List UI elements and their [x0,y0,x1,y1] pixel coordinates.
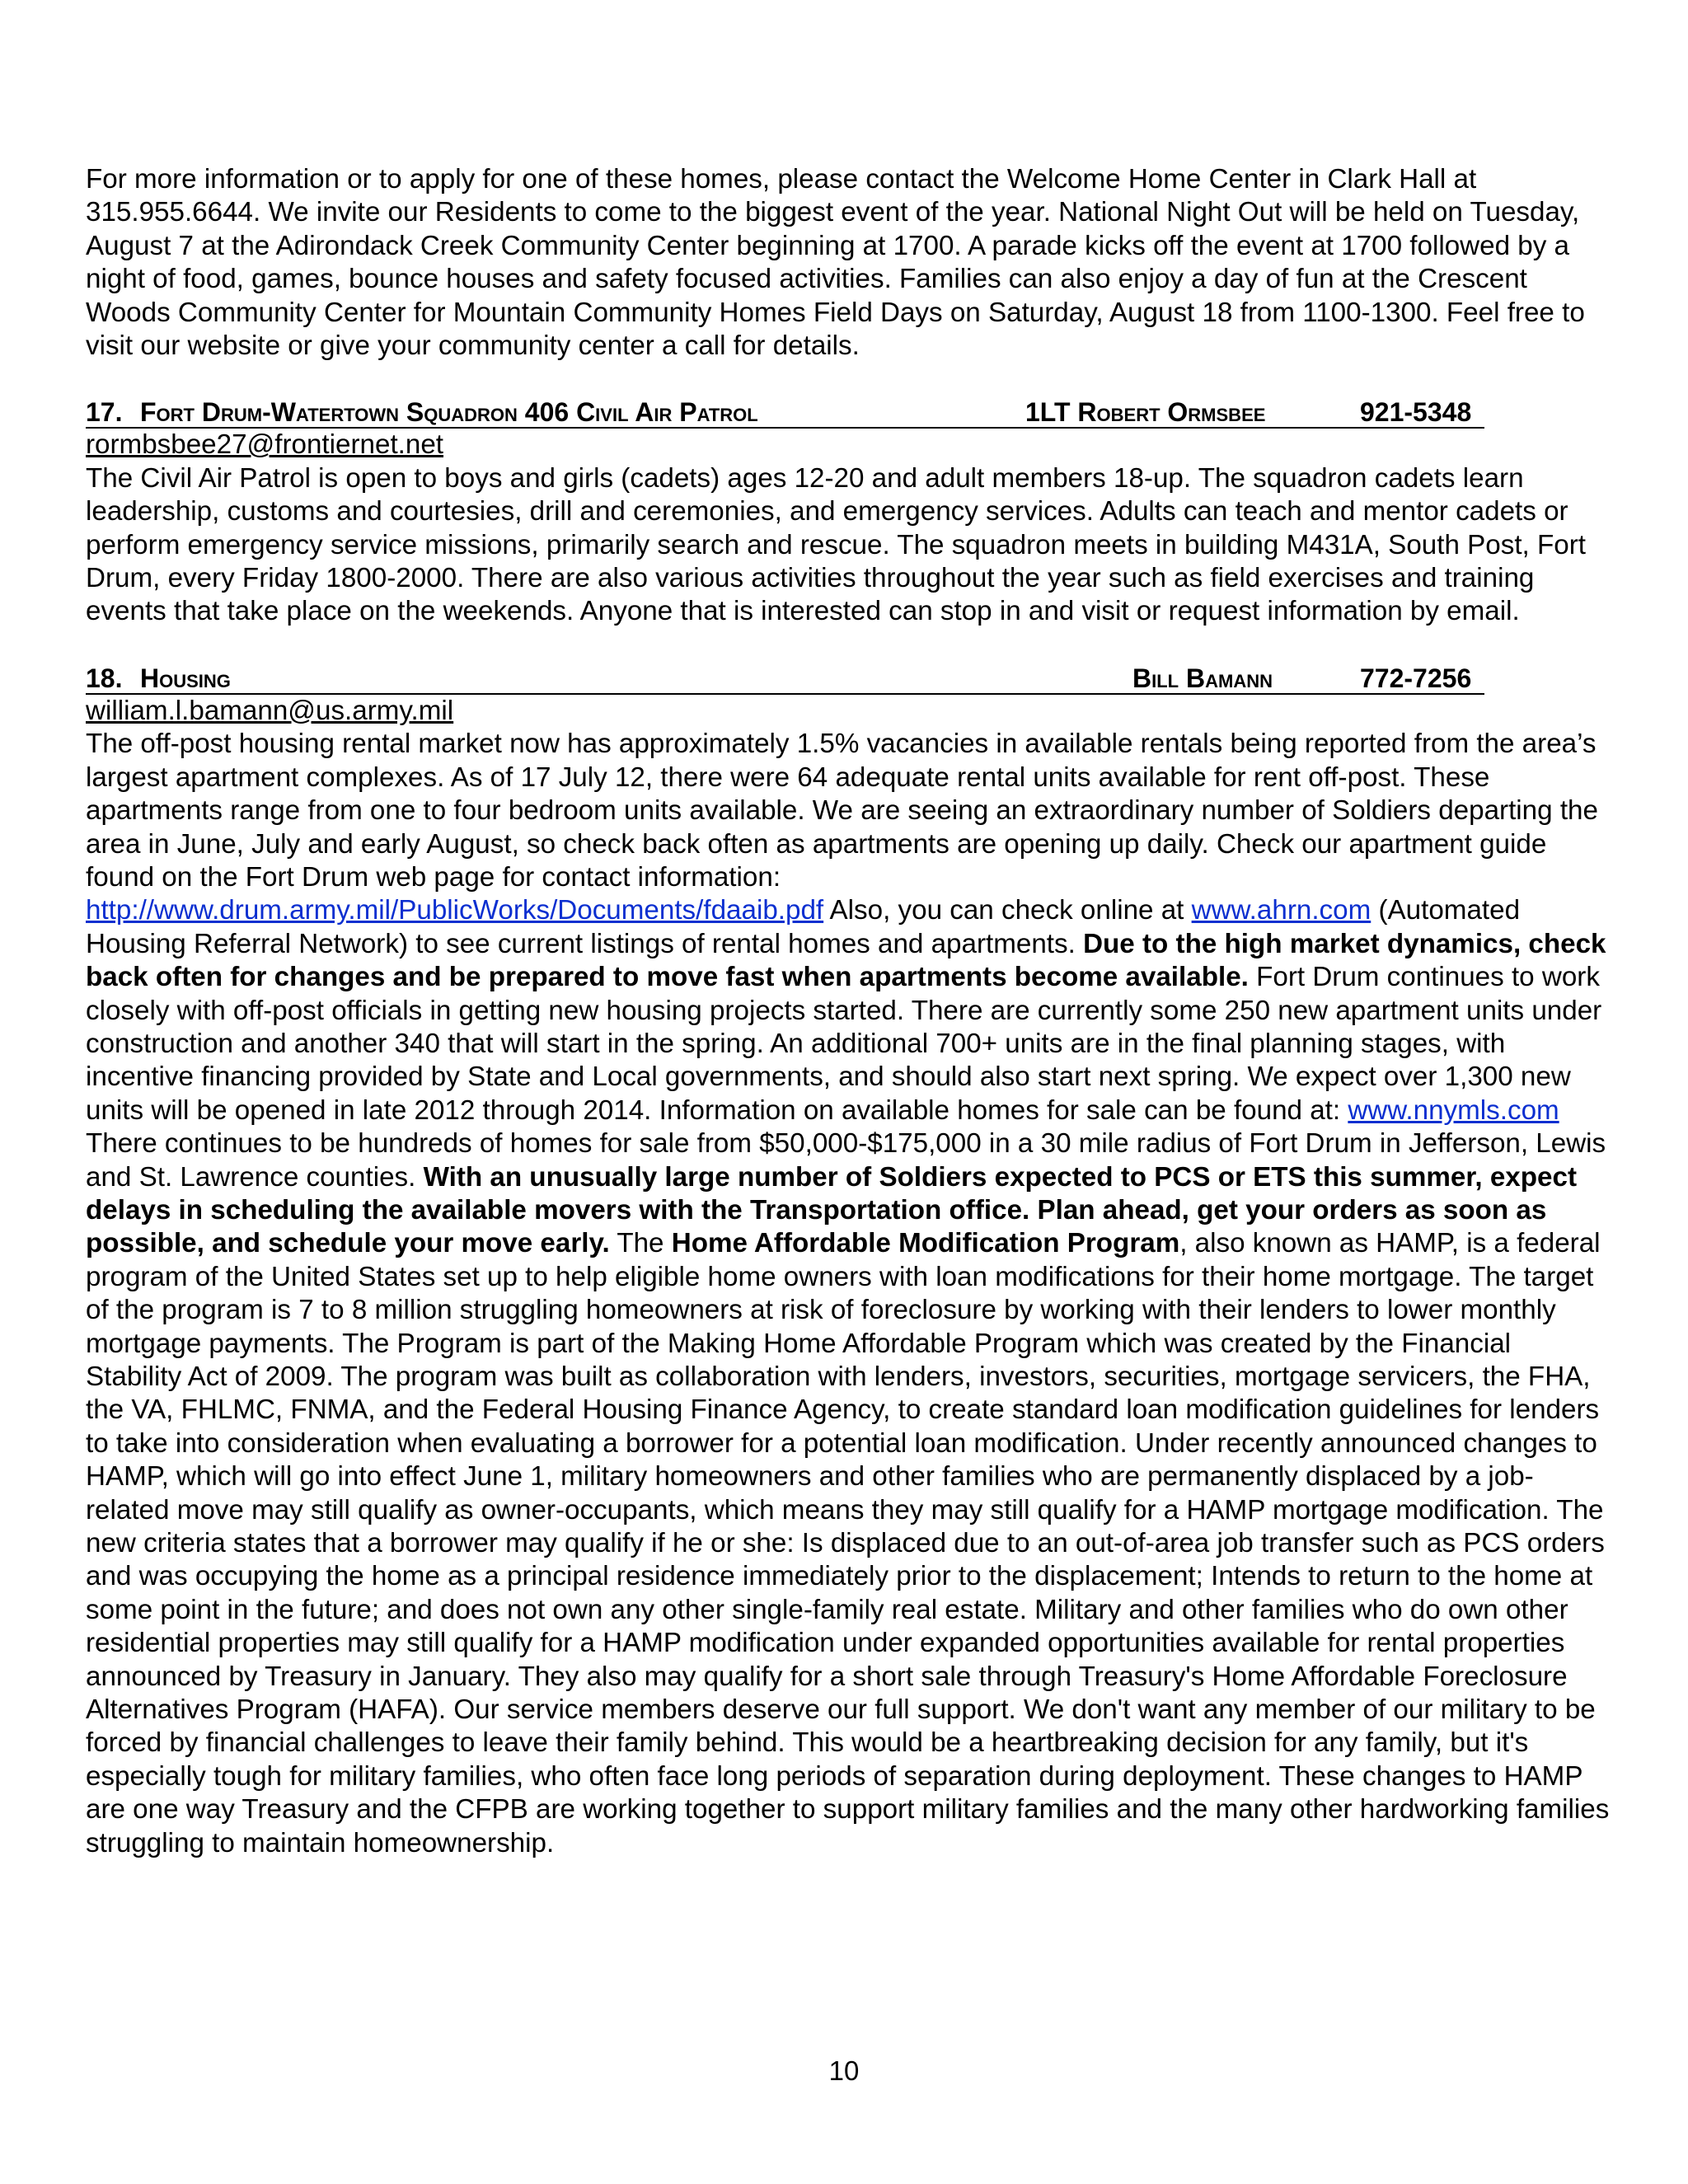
contact-name: 1LT Robert Ormsbee [1025,397,1266,428]
section-number: 17. [86,397,123,428]
bold-notice: Due to the high market dynamics, check back often for changes and be prepared to move fast when apartments become available. [86,928,1606,993]
page-number: 10 [828,2055,860,2086]
contact-email-link[interactable]: rormbsbee27@frontiernet.net [86,429,444,461]
body-text: The [609,1228,672,1259]
bold-notice: With an unusually large number of Soldiers expected to PCS or ETS this summer, expect delays in scheduling the available movers with the Transportation office. Plan ahead, get your orders as soon as possible, and schedule your move early. [86,1161,1577,1259]
body-text: There continues to be hundreds of homes for sale from $50,000-$175,000 in a 30 mile radius of Fort Drum in Jefferson, Lewis and St. Lawrence counties. [86,1128,1606,1193]
page-content [86,163,1611,1860]
ahrn-link[interactable]: www.ahrn.com [1191,895,1372,926]
contact-phone: 772-7256 [1360,663,1472,693]
spacer [86,629,1611,662]
contact-phone: 921-5348 [1360,397,1472,428]
body-text: , also known as HAMP, is a federal program of the United States set up to help eligible home owners with loan modifications for their home mortgage. The target of the program is 7 to 8 million struggling homeowners at risk of foreclosure by working with their lenders to lower monthly mortgage payments. The Program is part of the Making Home Affordable Program which was created by the Financial Stability Act of 2009. The program was built as collaboration with lenders, investors, securities, mortgage servicers, the FHA, the VA, FHLMC, FNMA, and the Federal Housing Finance Agency, to create standard loan modification guidelines for lenders to take into consideration when evaluating a borrower for a potential loan modification. Under recently announced changes to HAMP, which will go into effect June 1, military homeowners and other families who are permanently displaced by a job-related move may still qualify as owner-occupants, which means they may still qualify for a HAMP mortgage modification. The new criteria states that a borrower may qualify if he or she: Is displaced due to an out-of-area job transfer such as PCS orders and was occupying the home as a principal residence immediately prior to the displacement; Intends to return to the home at some point in the future; and does not own any other single-family real estate. Military and other families who do own other residential properties may still qualify for a HAMP modification under expanded opportunities available for rental properties announced by Treasury in January. They also may qualify for a short sale through Treasury's Home Affordable Foreclosure Alternatives Program (HAFA). Our service members deserve our full support. We don't want any member of our military to be forced by financial challenges to leave their family behind. This would be a heartbreaking decision for any family, but it's especially tough for military families, who often face long periods of separation during deployment. These changes to HAMP are one way Treasury and the CFPB are working together to support military families and the many other hardworking families struggling to maintain homeownership. [86,1228,1610,1858]
spacer [86,363,1611,396]
section-header-housing [86,662,1484,695]
body-text: The off-post housing rental market now has approximately 1.5% vacancies in available rentals being reported from the area’s largest apartment complexes. As of 17 July 12, there were 64 adequate rental units available for rent off-post. These apartments range from one to four bedroom units available. We are seeing an extraordinary number of Soldiers departing the area in June, July and early August, so check back often as apartments are opening up daily. Check our apartment guide found on the Fort Drum web page for contact information: [86,729,1598,893]
housing-body [86,728,1611,1860]
nnymls-link[interactable]: www.nnymls.com [1348,1094,1559,1126]
apartment-guide-link[interactable]: http://www.drum.army.mil/PublicWorks/Documents/fdaaib.pdf [86,895,824,926]
body-text: (Automated Housing Referral Network) to see current listings of rental homes and apartments. [86,895,1521,959]
contact-email-link[interactable]: william.l.bamann@us.army.mil [86,695,454,726]
section-title: Fort Drum-Watertown Squadron 406 Civil Air Patrol [140,397,758,428]
section-header-civil-air-patrol [86,396,1484,429]
section-title: Housing [140,663,231,693]
body-text: Fort Drum continues to work closely with off-post officials in getting new housing projects started. There are currently some 250 new apartment units under construction and another 340 that will start in the spring. An additional 700+ units are in the final planning stages, with incentive financing provided by State and Local governments, and should also start next spring. We expect over 1,300 new units will be opened in late 2012 through 2014. Information on available homes for sale can be found at: [86,962,1602,1126]
contact-name: Bill Bamann [1132,663,1273,693]
section-body: The Civil Air Patrol is open to boys and girls (cadets) ages 12-20 and adult members 18-up. The squadron cadets learn leadership, customs and courtesies, drill and ceremonies, and emergency services. Adults can teach and mentor cadets or perform emergency service missions, primarily search and rescue. The squadron meets in building M431A, South Post, Fort Drum, every Friday 1800-2000. There are also various activities throughout the year such as field exercises and training events that take place on the weekends. Anyone that is interested can stop in and visit or request information by email. [86,462,1586,627]
body-text: Also, you can check online at [823,895,1192,926]
section-number: 18. [86,663,123,693]
bold-program-name: Home Affordable Modification Program [671,1228,1180,1259]
intro-paragraph: For more information or to apply for one of these homes, please contact the Welcome Home Center in Clark Hall at 315.955.6644. We invite our Residents to come to the biggest event of the year. National Night Out will be held on Tuesday, August 7 at the Adirondack Creek Community Center beginning at 1700. A parade kicks off the event at 1700 followed by a night of food, games, bounce houses and safety focused activities. Families can also enjoy a day of fun at the Crescent Woods Community Center for Mountain Community Homes Field Days on Saturday, August 18 from 1100-1300. Feel free to visit our website or give your community center a call for details. [86,164,1585,362]
